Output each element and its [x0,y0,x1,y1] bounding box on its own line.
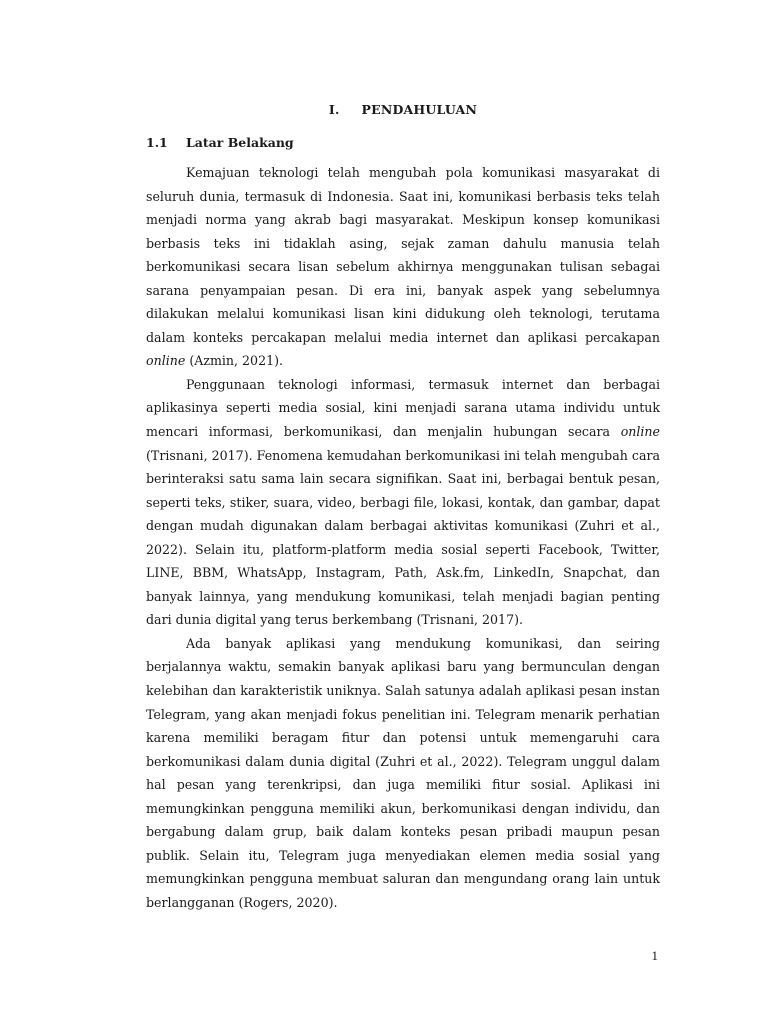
paragraph-1: Kemajuan teknologi telah mengubah pola komunikasi masyarakat di seluruh dunia, termasuk di Indonesia. Saat ini, komunikasi berbasis teks telah menjadi norma yang akrab bagi masyarakat. Meskipun konsep komunikasi berbasis teks ini tidaklah asing, sejak zaman dahulu manusia telah berkomunikasi secara lisan sebelum akhirnya menggunakan tulisan sebagai sarana penyampaian pesan. Di era ini, banyak aspek yang sebelumnya dilakukan melalui komunikasi lisan kini didukung oleh teknologi, terutama dalam konteks percakapan melalui media internet dan aplikasi percakapan online (Azmin, 2021). [146,165,660,369]
chapter-heading [146,102,660,117]
section-title: Latar Belakang [186,135,294,150]
page-number: 1 [651,948,658,963]
italic-term: online [620,424,660,440]
paragraph-3: Ada banyak aplikasi yang mendukung komunikasi, dan seiring berjalannya waktu, semakin banyak aplikasi baru yang bermunculan dengan kelebihan dan karakteristik uniknya. Salah satunya adalah aplikasi pesan instan Telegram, yang akan menjadi fokus penelitian ini. Telegram menarik perhatian karena memiliki beragam fitur dan potensi untuk memengaruhi cara berkomunikasi dalam dunia digital (Zuhri et al., 2022). Telegram unggul dalam hal pesan yang terenkripsi, dan juga memiliki fitur sosial. Aplikasi ini memungkinkan pengguna memiliki akun, berkomunikasi dengan individu, dan bergabung dalam grup, baik dalam konteks pesan pribadi maupun pesan publik. Selain itu, Telegram juga menyediakan elemen media sosial yang memungkinkan pengguna membuat saluran dan mengundang orang lain untuk berlangganan (Rogers, 2020). [146,635,660,910]
section-number: 1.1 [146,135,168,150]
section-heading [146,135,294,150]
body-text [146,161,660,915]
chapter-number: I. [328,102,340,117]
paragraph-2: Penggunaan teknologi informasi, termasuk internet dan berbagai aplikasinya seperti media sosial, kini menjadi sarana utama individu untuk mencari informasi, berkomunikasi, dan menjalin hubungan secara online (Trisnani, 2017). Fenomena kemudahan berkomunikasi ini telah mengubah cara berinteraksi satu sama lain secara signifikan. Saat ini, berbagai bentuk pesan, seperti teks, stiker, suara, video, berbagi file, lokasi, kontak, dan gambar, dapat dengan mudah digunakan dalam berbagai aktivitas komunikasi (Zuhri et al., 2022). Selain itu, platform-platform media sosial seperti Facebook, Twitter, LINE, BBM, WhatsApp, Instagram, Path, Ask.fm, LinkedIn, Snapchat, dan banyak lainnya, yang mendukung komunikasi, telah menjadi bagian penting dari dunia digital yang terus berkembang (Trisnani, 2017). [146,376,660,628]
italic-term: online [146,353,186,369]
chapter-title: PENDAHULUAN [361,102,478,117]
